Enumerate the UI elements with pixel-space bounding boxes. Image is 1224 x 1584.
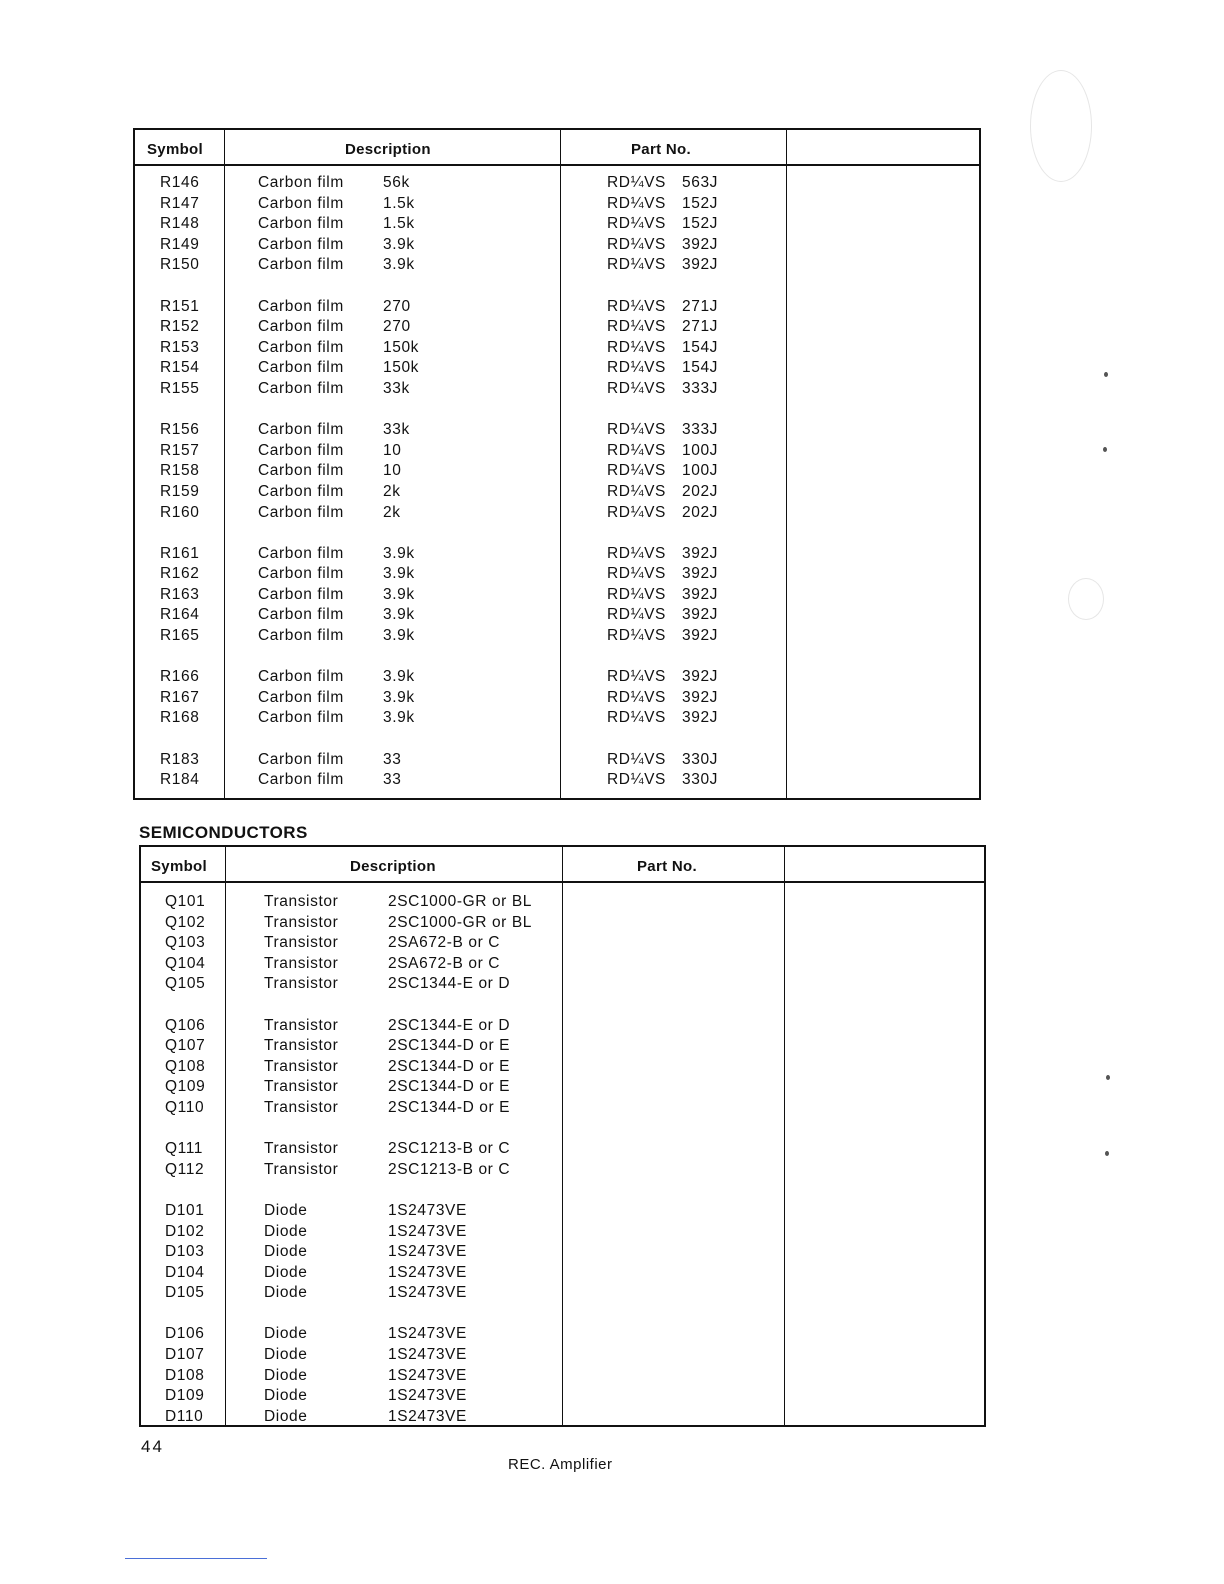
cell-description: Transistor (264, 913, 339, 931)
cell-part-code: 392J (682, 709, 719, 727)
semiconductor-rows (141, 893, 984, 1428)
cell-part-prefix: RD¼VS (607, 421, 666, 439)
scan-speck (1104, 372, 1108, 377)
cell-value: 1S2473VE (388, 1325, 467, 1343)
cell-symbol: Q107 (165, 1037, 206, 1055)
table-row (135, 606, 979, 627)
cell-part-prefix: RD¼VS (607, 565, 666, 583)
cell-value: 2SC1000-GR or BL (388, 893, 532, 910)
cell-part-code: 100J (682, 441, 719, 459)
cell-description: Carbon film (258, 174, 344, 191)
table-row (141, 1099, 984, 1120)
table-row (135, 174, 979, 195)
cell-symbol: Q105 (165, 975, 206, 993)
table-header (141, 847, 984, 883)
table-row (141, 934, 984, 955)
cell-value: 2SC1213-B or C (388, 1140, 511, 1158)
cell-part-code: 392J (682, 256, 719, 274)
cell-part-code: 392J (682, 606, 719, 624)
table-row (141, 1223, 984, 1244)
cell-description: Carbon film (258, 462, 344, 480)
cell-symbol: R148 (160, 215, 200, 233)
cell-symbol: D108 (165, 1366, 205, 1384)
bottom-rule (125, 1558, 267, 1559)
cell-symbol: D107 (165, 1346, 205, 1364)
cell-part-prefix: RD¼VS (607, 235, 666, 253)
cell-value: 33 (383, 771, 402, 789)
cell-description: Carbon film (258, 318, 344, 336)
cell-description: Diode (264, 1346, 308, 1364)
cell-description: Carbon film (258, 668, 344, 686)
table-row (141, 1408, 984, 1429)
cell-part-prefix: RD¼VS (607, 318, 666, 336)
cell-symbol: D110 (165, 1407, 204, 1425)
cell-part-code: 563J (682, 174, 719, 191)
cell-part-code: 154J (682, 338, 719, 356)
header-description: Description (345, 141, 431, 158)
cell-value: 10 (383, 462, 402, 480)
cell-part-code: 333J (682, 421, 719, 439)
cell-description: Carbon film (258, 585, 344, 603)
cell-description: Carbon film (258, 627, 344, 645)
table-row (141, 975, 984, 996)
scan-speck (1103, 447, 1107, 452)
cell-symbol: D106 (165, 1325, 205, 1343)
cell-symbol: R166 (160, 668, 200, 686)
cell-description: Carbon film (258, 338, 344, 356)
cell-symbol: R149 (160, 235, 200, 253)
cell-description: Carbon film (258, 194, 344, 212)
header-description: Description (350, 858, 436, 875)
cell-description: Transistor (264, 975, 339, 993)
cell-part-prefix: RD¼VS (607, 338, 666, 356)
cell-symbol: R164 (160, 606, 200, 624)
cell-part-prefix: RD¼VS (607, 482, 666, 500)
table-row (135, 298, 979, 319)
table-row (141, 1161, 984, 1182)
cell-description: Carbon film (258, 359, 344, 377)
cell-description: Transistor (264, 1098, 339, 1116)
cell-value: 33 (383, 750, 402, 768)
cell-value: 2SC1344-E or D (388, 1016, 511, 1034)
table-row (141, 955, 984, 976)
cell-description: Diode (264, 1284, 308, 1302)
cell-part-prefix: RD¼VS (607, 668, 666, 686)
cell-symbol: Q101 (165, 893, 206, 910)
cell-symbol: R168 (160, 709, 200, 727)
cell-part-code: 202J (682, 503, 719, 521)
cell-description: Carbon film (258, 297, 344, 315)
cell-part-prefix: RD¼VS (607, 174, 666, 191)
table-row (135, 236, 979, 257)
cell-symbol: R161 (160, 544, 200, 562)
cell-part-code: 392J (682, 688, 719, 706)
cell-part-code: 392J (682, 544, 719, 562)
cell-part-code: 154J (682, 359, 719, 377)
table-row (135, 442, 979, 463)
table-row (135, 504, 979, 525)
cell-part-prefix: RD¼VS (607, 771, 666, 789)
cell-symbol: Q112 (165, 1160, 205, 1178)
cell-description: Carbon film (258, 379, 344, 397)
cell-value: 2SA672-B or C (388, 954, 501, 972)
cell-value: 1.5k (383, 215, 415, 233)
semiconductor-parts-table (139, 845, 986, 1427)
table-row (141, 1325, 984, 1346)
cell-part-code: 333J (682, 379, 719, 397)
resistor-rows (135, 174, 979, 792)
table-row (135, 751, 979, 772)
cell-description: Transistor (264, 1016, 339, 1034)
cell-value: 3.9k (383, 688, 415, 706)
table-row (135, 462, 979, 483)
cell-symbol: Q109 (165, 1078, 206, 1096)
cell-symbol: R167 (160, 688, 200, 706)
table-row (135, 339, 979, 360)
cell-value: 3.9k (383, 627, 415, 645)
cell-part-code: 330J (682, 771, 719, 789)
table-row (141, 1387, 984, 1408)
cell-description: Carbon film (258, 688, 344, 706)
cell-description: Transistor (264, 1057, 339, 1075)
scan-speck (1106, 1075, 1110, 1080)
cell-symbol: R157 (160, 441, 200, 459)
cell-value: 2k (383, 503, 401, 521)
cell-value: 2SC1344-D or E (388, 1057, 511, 1075)
cell-symbol: R163 (160, 585, 200, 603)
page-number: 44 (141, 1437, 164, 1456)
table-row (135, 668, 979, 689)
cell-part-prefix: RD¼VS (607, 750, 666, 768)
cell-description: Carbon film (258, 606, 344, 624)
cell-symbol: Q110 (165, 1098, 205, 1116)
cell-symbol: D104 (165, 1263, 205, 1281)
table-row (135, 318, 979, 339)
cell-value: 10 (383, 441, 402, 459)
cell-value: 2SC1344-D or E (388, 1078, 511, 1096)
cell-symbol: Q106 (165, 1016, 206, 1034)
cell-part-code: 100J (682, 462, 719, 480)
cell-description: Carbon film (258, 421, 344, 439)
cell-symbol: D109 (165, 1387, 205, 1405)
section-title-semiconductors: SEMICONDUCTORS (139, 823, 308, 842)
table-row (141, 1202, 984, 1223)
cell-part-code: 392J (682, 585, 719, 603)
cell-value: 1S2473VE (388, 1387, 467, 1405)
cell-description: Transistor (264, 1037, 339, 1055)
table-row (135, 709, 979, 730)
cell-value: 1S2473VE (388, 1366, 467, 1384)
cell-description: Diode (264, 1222, 308, 1240)
cell-description: Carbon film (258, 544, 344, 562)
cell-part-code: 330J (682, 750, 719, 768)
cell-part-prefix: RD¼VS (607, 297, 666, 315)
cell-value: 3.9k (383, 668, 415, 686)
cell-symbol: Q102 (165, 913, 206, 931)
table-row (141, 1140, 984, 1161)
cell-part-prefix: RD¼VS (607, 544, 666, 562)
cell-part-code: 271J (682, 318, 719, 336)
cell-value: 3.9k (383, 709, 415, 727)
cell-value: 1S2473VE (388, 1243, 467, 1261)
cell-value: 1.5k (383, 194, 415, 212)
cell-description: Carbon film (258, 709, 344, 727)
cell-symbol: R146 (160, 174, 200, 191)
cell-description: Carbon film (258, 235, 344, 253)
table-row (141, 1346, 984, 1367)
scan-artifact (1068, 578, 1104, 620)
cell-symbol: R165 (160, 627, 200, 645)
cell-part-prefix: RD¼VS (607, 606, 666, 624)
table-row (141, 1037, 984, 1058)
cell-description: Diode (264, 1366, 308, 1384)
table-row (141, 1078, 984, 1099)
table-row (135, 421, 979, 442)
cell-symbol: Q103 (165, 934, 206, 952)
header-part-no: Part No. (637, 858, 697, 875)
cell-part-prefix: RD¼VS (607, 359, 666, 377)
footer-caption: REC. Amplifier (508, 1456, 613, 1473)
cell-value: 56k (383, 174, 410, 191)
table-row (141, 1243, 984, 1264)
cell-value: 3.9k (383, 565, 415, 583)
cell-value: 3.9k (383, 606, 415, 624)
cell-symbol: R183 (160, 750, 200, 768)
cell-symbol: R150 (160, 256, 200, 274)
cell-value: 2SC1344-D or E (388, 1037, 511, 1055)
cell-description: Carbon film (258, 771, 344, 789)
table-row (141, 893, 984, 914)
cell-description: Transistor (264, 893, 339, 910)
cell-symbol: D102 (165, 1222, 205, 1240)
table-row (141, 1058, 984, 1079)
table-row (135, 771, 979, 792)
cell-symbol: R154 (160, 359, 200, 377)
cell-symbol: R158 (160, 462, 200, 480)
table-row (141, 1367, 984, 1388)
cell-value: 2SA672-B or C (388, 934, 501, 952)
cell-part-code: 392J (682, 565, 719, 583)
cell-value: 3.9k (383, 585, 415, 603)
table-row (135, 586, 979, 607)
cell-part-prefix: RD¼VS (607, 379, 666, 397)
cell-description: Transistor (264, 934, 339, 952)
cell-description: Carbon film (258, 441, 344, 459)
cell-description: Carbon film (258, 215, 344, 233)
cell-value: 1S2473VE (388, 1346, 467, 1364)
cell-symbol: Q111 (165, 1140, 204, 1158)
table-row (141, 1017, 984, 1038)
cell-value: 3.9k (383, 235, 415, 253)
cell-description: Transistor (264, 954, 339, 972)
cell-value: 33k (383, 379, 410, 397)
cell-value: 1S2473VE (388, 1263, 467, 1281)
cell-part-prefix: RD¼VS (607, 215, 666, 233)
cell-part-code: 392J (682, 668, 719, 686)
cell-symbol: R153 (160, 338, 200, 356)
table-row (135, 256, 979, 277)
cell-symbol: R151 (160, 297, 200, 315)
table-row (135, 545, 979, 566)
cell-part-prefix: RD¼VS (607, 462, 666, 480)
cell-part-code: 152J (682, 194, 719, 212)
cell-value: 150k (383, 338, 420, 356)
cell-value: 33k (383, 421, 410, 439)
cell-part-prefix: RD¼VS (607, 627, 666, 645)
cell-value: 3.9k (383, 256, 415, 274)
cell-description: Diode (264, 1407, 308, 1425)
cell-symbol: R156 (160, 421, 200, 439)
cell-symbol: D105 (165, 1284, 205, 1302)
cell-part-code: 152J (682, 215, 719, 233)
cell-symbol: R184 (160, 771, 200, 789)
table-row (135, 215, 979, 236)
cell-symbol: Q108 (165, 1057, 206, 1075)
header-symbol: Symbol (151, 858, 207, 875)
table-row (141, 1264, 984, 1285)
cell-part-code: 202J (682, 482, 719, 500)
cell-part-prefix: RD¼VS (607, 256, 666, 274)
cell-part-prefix: RD¼VS (607, 585, 666, 603)
table-row (135, 689, 979, 710)
cell-value: 1S2473VE (388, 1201, 467, 1219)
cell-description: Carbon film (258, 482, 344, 500)
cell-symbol: D101 (165, 1201, 205, 1219)
cell-description: Transistor (264, 1078, 339, 1096)
cell-part-prefix: RD¼VS (607, 503, 666, 521)
table-row (141, 914, 984, 935)
cell-value: 2SC1344-E or D (388, 975, 511, 993)
scan-artifact (1030, 70, 1092, 182)
table-row (135, 380, 979, 401)
table-header (135, 130, 979, 166)
table-row (135, 195, 979, 216)
header-part-no: Part No. (631, 141, 691, 158)
cell-description: Carbon film (258, 750, 344, 768)
cell-value: 2SC1344-D or E (388, 1098, 511, 1116)
cell-description: Carbon film (258, 256, 344, 274)
cell-description: Diode (264, 1263, 308, 1281)
cell-value: 2SC1000-GR or BL (388, 913, 532, 931)
resistor-parts-table (133, 128, 981, 800)
cell-description: Transistor (264, 1140, 339, 1158)
table-row (135, 627, 979, 648)
header-symbol: Symbol (147, 141, 203, 158)
cell-value: 270 (383, 297, 411, 315)
cell-value: 150k (383, 359, 420, 377)
cell-part-prefix: RD¼VS (607, 194, 666, 212)
cell-symbol: D103 (165, 1243, 205, 1261)
cell-value: 3.9k (383, 544, 415, 562)
cell-part-code: 392J (682, 235, 719, 253)
table-row (135, 359, 979, 380)
cell-symbol: Q104 (165, 954, 206, 972)
cell-part-prefix: RD¼VS (607, 688, 666, 706)
cell-symbol: R147 (160, 194, 200, 212)
cell-description: Carbon film (258, 503, 344, 521)
cell-description: Diode (264, 1201, 308, 1219)
cell-value: 2k (383, 482, 401, 500)
cell-part-prefix: RD¼VS (607, 441, 666, 459)
table-row (135, 565, 979, 586)
cell-value: 1S2473VE (388, 1407, 467, 1425)
cell-part-code: 271J (682, 297, 719, 315)
cell-value: 1S2473VE (388, 1284, 467, 1302)
cell-value: 1S2473VE (388, 1222, 467, 1240)
cell-symbol: R160 (160, 503, 200, 521)
cell-description: Diode (264, 1243, 308, 1261)
scan-speck (1105, 1151, 1109, 1156)
cell-description: Diode (264, 1325, 308, 1343)
cell-symbol: R152 (160, 318, 200, 336)
cell-value: 270 (383, 318, 411, 336)
cell-symbol: R162 (160, 565, 200, 583)
table-row (141, 1284, 984, 1305)
cell-symbol: R155 (160, 379, 200, 397)
cell-part-prefix: RD¼VS (607, 709, 666, 727)
table-row (135, 483, 979, 504)
cell-symbol: R159 (160, 482, 200, 500)
cell-description: Diode (264, 1387, 308, 1405)
cell-part-code: 392J (682, 627, 719, 645)
cell-value: 2SC1213-B or C (388, 1160, 511, 1178)
cell-description: Carbon film (258, 565, 344, 583)
cell-description: Transistor (264, 1160, 339, 1178)
